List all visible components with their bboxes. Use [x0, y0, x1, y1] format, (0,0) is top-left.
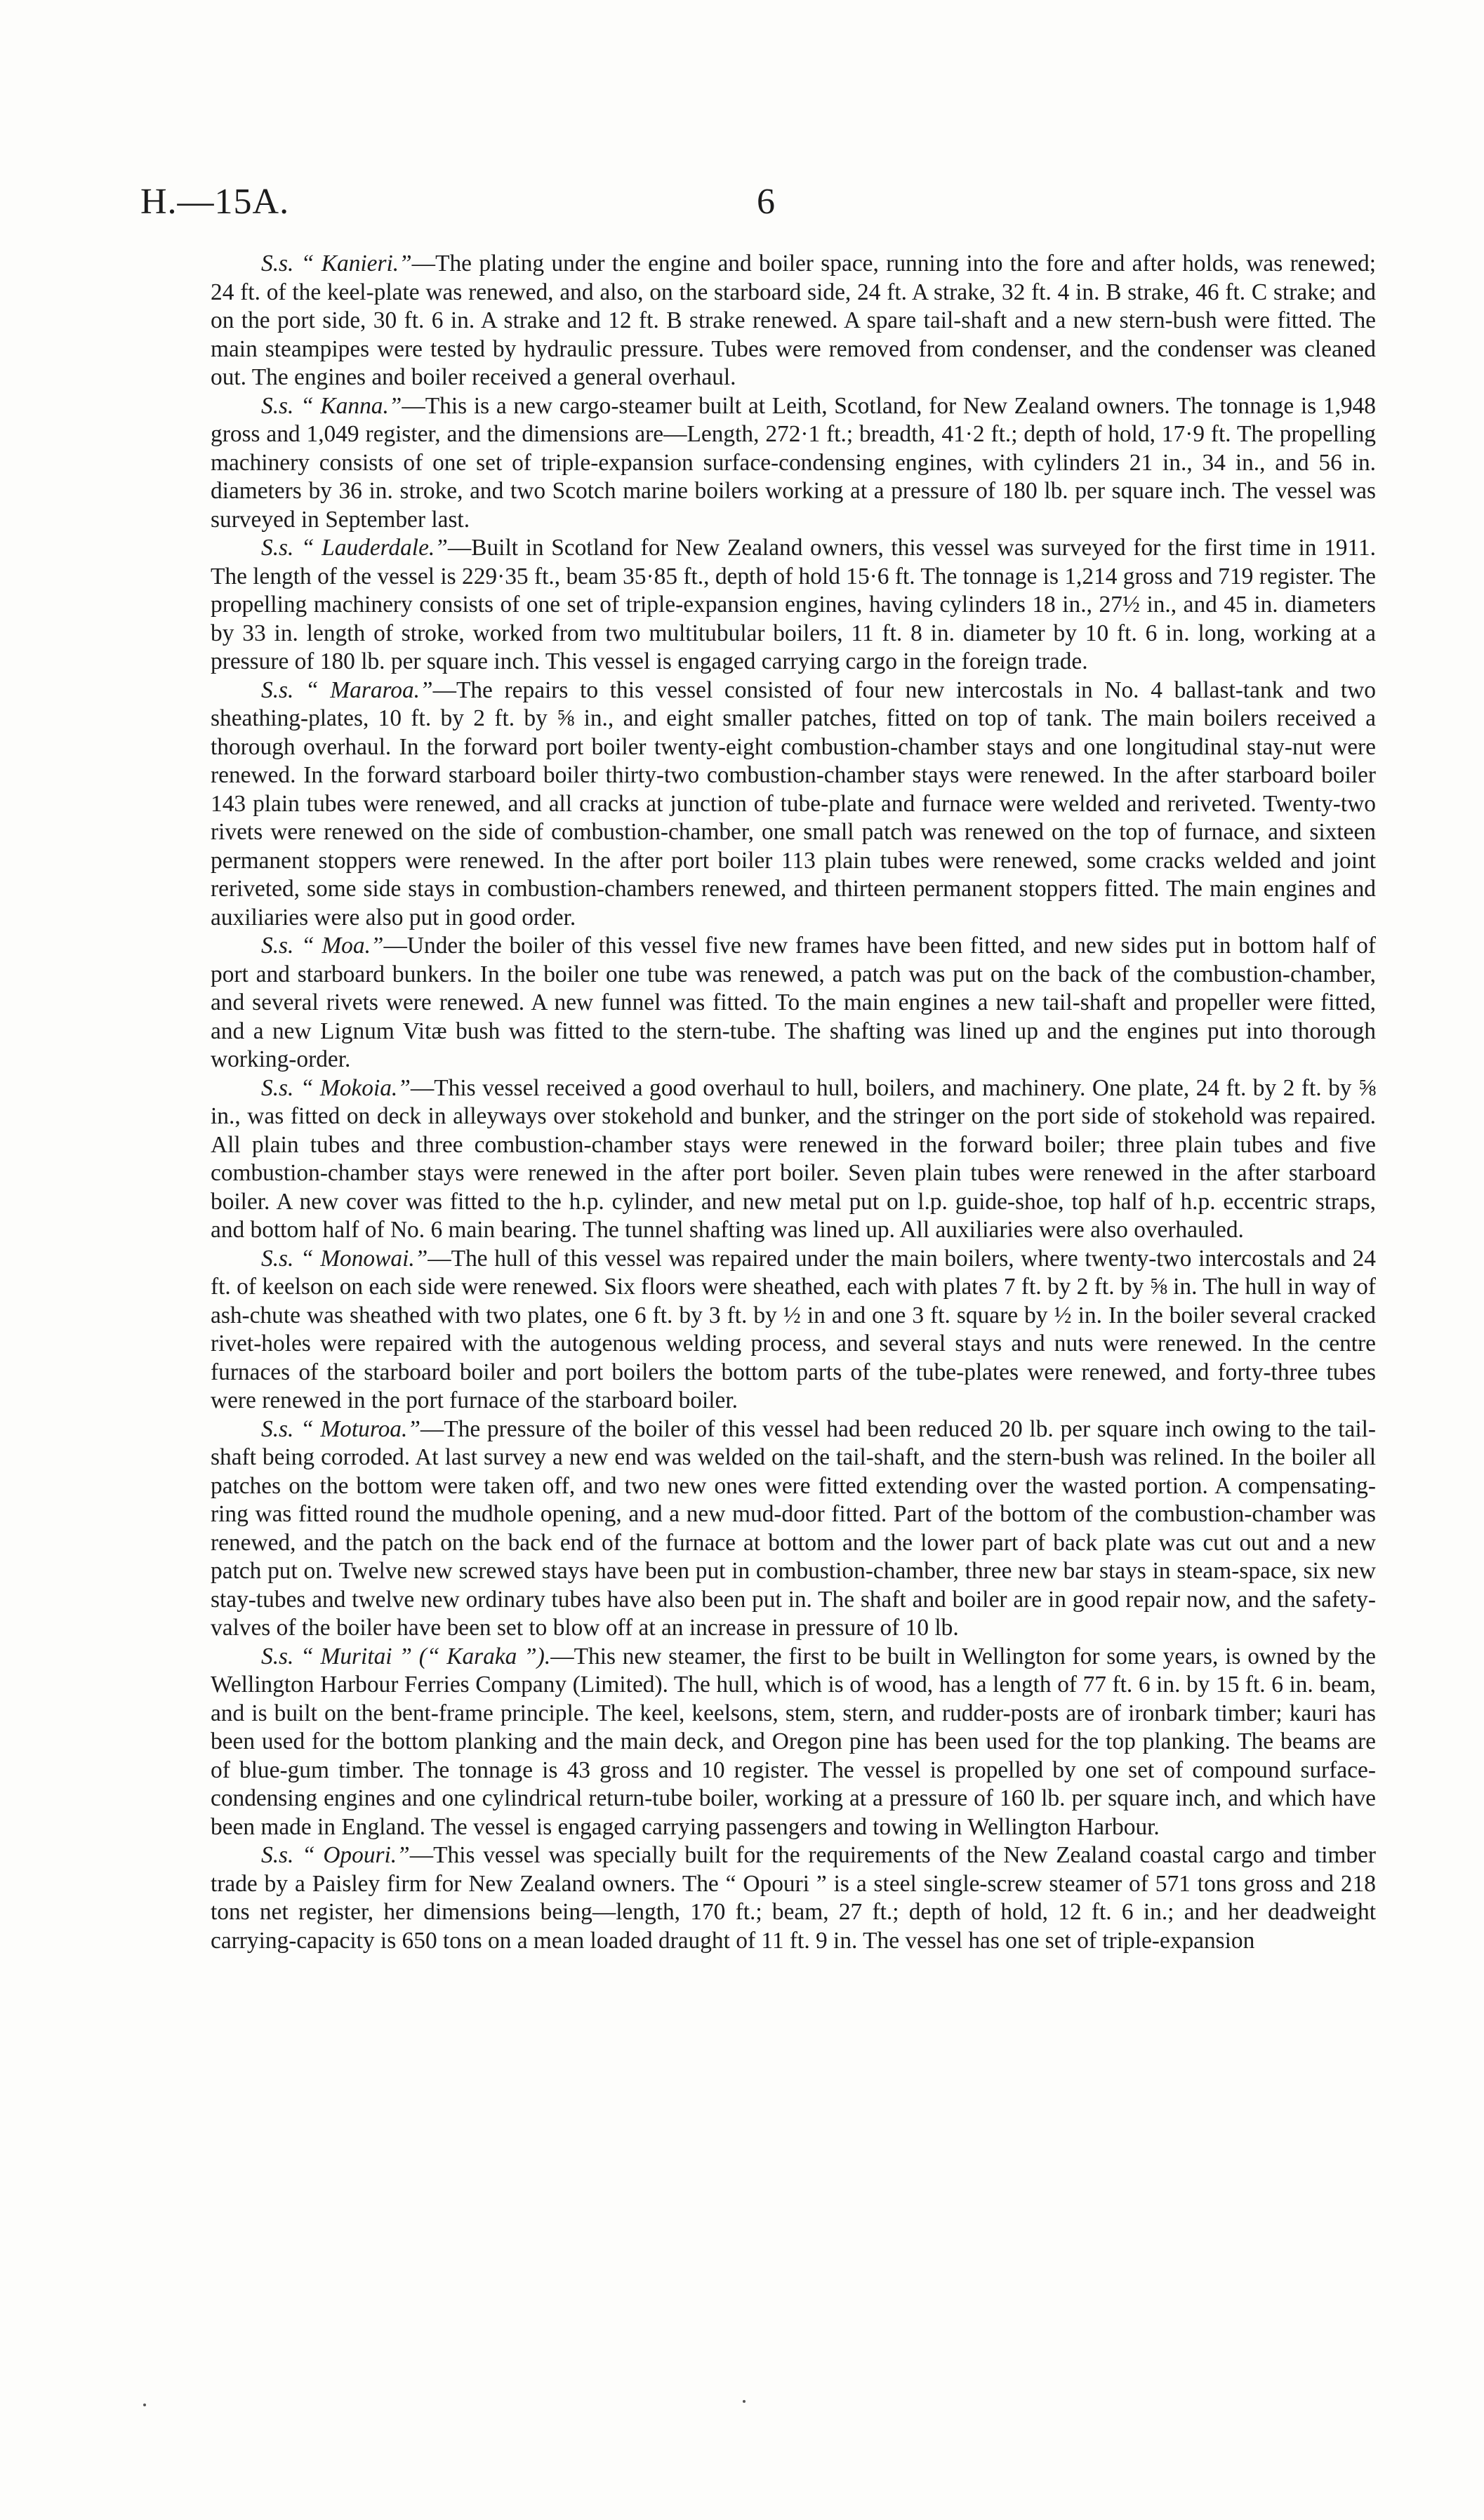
page-number: 6: [757, 182, 775, 222]
report-reference: H.—15A.: [140, 182, 290, 222]
margin-speck: [143, 2404, 146, 2406]
vessel-name: S.s. “ Moa.”: [261, 933, 384, 959]
vessel-name: S.s. “ Lauderdale.”: [261, 535, 448, 561]
vessel-name: S.s. “ Monowai.”: [261, 1245, 428, 1272]
paragraph-text: —This new steamer, the first to be built in Wellington for some years, is owned by the Wellington Harbour Ferries Company (Limited). The hull, which is of wood, has a length of 77 ft. 6 in. by 15 ft. 6 in. beam, and is built on the bent-frame principle. The keel, keelsons, stem, stern, and rudder-posts are of ironbark timber; kauri has been used for the bottom planking and the main deck, and Oregon pine has been used for the top planking. The beams are of blue-gum timber. The tonnage is 43 gross and 10 register. The vessel is propelled by one set of compound surface-condensing engines and one cylindrical return-tube boiler, working at a pressure of 160 lb. per square inch, and which have been made in England. The vessel is engaged carrying passengers and towing in Wellington Harbour.: [211, 1643, 1376, 1840]
paragraph-opouri: [211, 1841, 1376, 1955]
paragraph-moa: [211, 932, 1376, 1074]
vessel-name: S.s. “ Kanieri.”: [261, 251, 412, 276]
paragraph-lauderdale: [211, 534, 1376, 676]
margin-speck: [743, 2400, 746, 2403]
vessel-name: S.s. “ Muritai ” (“ Karaka ”).: [261, 1643, 551, 1669]
paragraph-moturoa: [211, 1415, 1376, 1643]
paragraph-mokoia: [211, 1074, 1376, 1245]
paragraph-muritai: [211, 1643, 1376, 1842]
vessel-name: S.s. “ Mokoia.”: [261, 1074, 411, 1101]
vessel-name: S.s. “ Opouri.”: [261, 1842, 410, 1868]
paragraph-mararoa: [211, 676, 1376, 933]
paragraph-text: —This is a new cargo-steamer built at Leith, Scotland, for New Zealand owners. The tonnage is 1,948 gross and 1,049 register, and the dimensions are—Length, 272·1 ft.; breadth, 41·2 ft.; depth of hold, 17·9 ft. The propelling machinery consists of one set of triple-expansion surface-condensing engines, with cylinders 21 in., 34 in., and 56 in. diameters by 36 in. stroke, and two Scotch marine boilers working at a pressure of 180 lb. per square inch. The vessel was surveyed in September last.: [211, 392, 1377, 533]
paragraph-text: —Built in Scotland for New Zealand owners, this vessel was surveyed for the first time in 1911. The length of the vessel is 229·35 ft., beam 35·85 ft., depth of hold 15·6 ft. The tonnage is 1,214 gross and 719 register. The propelling machinery consists of one set of triple-expansion engines, having cylinders 18 in., 27½ in., and 45 in. diameters by 33 in. length of stroke, worked from two multitubular boilers, 11 ft. 8 in. diameter by 10 ft. 6 in. long, working at a pressure of 180 lb. per square inch. This vessel is engaged carrying cargo in the foreign trade.: [211, 535, 1376, 674]
paragraph-text: —This vessel was specially built for the requirements of the New Zealand coastal cargo and timber trade by a Paisley firm for New Zealand owners. The “ Opouri ” is a steel single-screw steamer of 571 tons gross and 218 tons net register, her dimensions being—length, 170 ft.; beam, 27 ft.; depth of hold, 12 ft. 6 in.; and her deadweight carrying-capacity is 650 tons on a mean loaded draught of 11 ft. 9 in. The vessel has one set of triple-expansion: [211, 1842, 1376, 1954]
paragraph-text: —The hull of this vessel was repaired under the main boilers, where twenty-two intercostals and 24 ft. of keelson on each side were renewed. Six floors were sheathed, each with plates 7 ft. by 2 ft. by ⅝ in. The hull in way of ash-chute was sheathed with two plates, one 6 ft. by 3 ft. by ½ in and one 3 ft. square by ½ in. In the boiler several cracked rivet-holes were repaired with the autogenous welding process, and several stays and nuts were renewed. In the centre furnaces of the starboard boiler and port boilers the bottom parts of the tube-plates were renewed, and forty-three tubes were renewed in the port furnace of the starboard boiler.: [211, 1245, 1376, 1413]
paragraph-kanna: [211, 392, 1376, 535]
paragraph-text: —Under the boiler of this vessel five new frames have been fitted, and new sides put in bottom half of port and starboard bunkers. In the boiler one tube was renewed, a patch was put on the back of the combustion-chamber, and several rivets were renewed. A new funnel was fitted. To the main engines a new tail-shaft and propeller were fitted, and a new Lignum Vitæ bush was fitted to the stern-tube. The shafting was lined up and the engines put into thorough working-order.: [211, 933, 1376, 1072]
vessel-name: S.s. “ Moturoa.”: [261, 1415, 420, 1442]
paragraph-monowai: [211, 1245, 1376, 1415]
paragraph-text: —The repairs to this vessel consisted of four new intercostals in No. 4 ballast-tank and two sheathing-plates, 10 ft. by 2 ft. by ⅝ in., and eight smaller patches, fitted on top of tank. The main boilers received a thorough overhaul. In the forward port boiler twenty-eight combustion-chamber stays and one longitudinal stay-nut were renewed. In the forward starboard boiler thirty-two combustion-chamber stays were renewed. In the after starboard boiler 143 plain tubes were renewed, and all cracks at junction of tube-plate and furnace were welded and reriveted. Twenty-two rivets were renewed on the side of combustion-chamber, one small patch was renewed on the top of furnace, and sixteen permanent stoppers were renewed. In the after port boiler 113 plain tubes were renewed, some cracks welded and joint reriveted, some side stays in combustion-chambers renewed, and thirteen permanent stoppers fitted. The main engines and auxiliaries were also put in good order.: [211, 676, 1376, 931]
vessel-name: S.s. “ Kanna.”: [261, 392, 402, 419]
paragraph-text: —The plating under the engine and boiler space, running into the fore and after holds, was renewed; 24 ft. of the keel-plate was renewed, and also, on the starboard side, 24 ft. A strake, 32 ft. 4 in. B strake, 46 ft. C strake; and on the port side, 30 ft. 6 in. A strake and 12 ft. B strake renewed. A spare tail-shaft and a new stern-bush were fitted. The main steampipes were tested by hydraulic pressure. Tubes were removed from condenser, and the condenser was cleaned out. The engines and boiler received a general overhaul.: [211, 251, 1376, 390]
paragraph-text: —This vessel received a good overhaul to hull, boilers, and machinery. One plate, 24 ft. by 2 ft. by ⅝ in., was fitted on deck in alleyways over stokehold and bunker, and the stringer on the port side of stokehold was repaired. All plain tubes and three combustion-chamber stays were renewed in the forward boiler; three plain tubes and five combustion-chamber stays were renewed in the after port boiler. Seven plain tubes were renewed in the after starboard boiler. A new cover was fitted to the h.p. cylinder, and new metal put on l.p. guide-shoe, top half of h.p. eccentric straps, and bottom half of No. 6 main bearing. The tunnel shafting was lined up. All auxiliaries were also overhauled.: [211, 1074, 1376, 1243]
paragraph-kanieri: [211, 250, 1376, 392]
vessel-name: S.s. “ Mararoa.”: [261, 676, 433, 703]
report-body: [211, 250, 1376, 1955]
paragraph-text: —The pressure of the boiler of this vessel had been reduced 20 lb. per square inch owing to the tail-shaft being corroded. At last survey a new end was welded on the tail-shaft, and the stern-bush was relined. In the boiler all patches on the bottom were taken off, and two new ones were fitted extending over the wasted portion. A compensating-ring was fitted round the mudhole opening, and a new mud-door fitted. Part of the bottom of the combustion-chamber was renewed, and the patch on the back end of the furnace at bottom and the lower part of back plate was cut out and a new patch put on. Twelve new screwed stays have been put in combustion-chamber, three new bar stays in steam-space, six new stay-tubes and twelve new ordinary tubes have also been put in. The shaft and boiler are in good repair now, and the safety-valves of the boiler have been set to blow off at an increase in pressure of 10 lb.: [211, 1415, 1376, 1641]
